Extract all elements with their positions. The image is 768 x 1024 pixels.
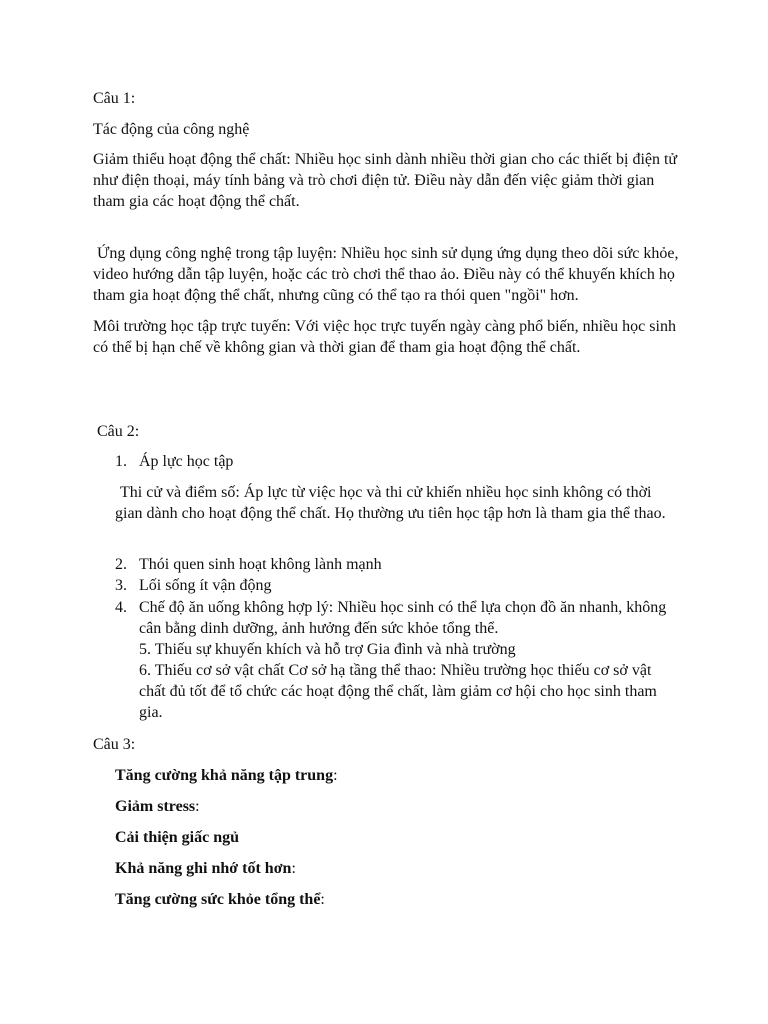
benefit-label: Khả năng ghi nhớ tốt hơn bbox=[115, 860, 292, 877]
benefit-label: Tăng cường khả năng tập trung bbox=[115, 767, 334, 784]
benefit-stress bbox=[115, 796, 675, 817]
benefit-suffix: : bbox=[333, 767, 338, 784]
question-1-subtitle: Tác động của công nghệ bbox=[93, 121, 250, 138]
benefit-label: Cải thiện giấc ngủ bbox=[115, 829, 240, 846]
benefit-memory bbox=[115, 858, 675, 879]
list-item-poor-diet: Chế độ ăn uống không hợp lý: Nhiều học sinh có thể lựa chọn đồ ăn nhanh, không cân bằng dinh dưỡng, ảnh hưởng đến sức khỏe tổng thể. bbox=[139, 599, 667, 637]
paragraph-tech-in-training: Ứng dụng công nghệ trong tập luyện: Nhiều học sinh sử dụng ứng dụng theo dõi sức khỏe, video hướng dẫn tập luyện, hoặc các trò chơi thể thao ảo. Điều này có thể khuyến khích họ tham gia hoạt động thể chất, nhưng cũng có thể tạo ra thói quen "ngồi" hơn. bbox=[93, 245, 683, 304]
benefit-sleep bbox=[115, 827, 675, 848]
list-number-4: 4. bbox=[115, 599, 127, 616]
benefit-concentration bbox=[115, 765, 675, 786]
benefit-suffix: : bbox=[291, 860, 296, 877]
list-number-1: 1. bbox=[115, 453, 127, 470]
benefit-label: Tăng cường sức khỏe tổng thể bbox=[115, 891, 321, 908]
benefit-label: Giảm stress bbox=[115, 798, 196, 815]
benefit-suffix: : bbox=[320, 891, 325, 908]
paragraph-exams-and-grades: Thi cử và điểm số: Áp lực từ việc học và thi cử khiến nhiều học sinh không có thời gian dành cho hoạt động thể chất. Họ thường ưu tiên học tập hơn là tham gia thể thao. bbox=[115, 484, 666, 522]
question-2-heading: Câu 2: bbox=[97, 423, 140, 440]
paragraph-physical-activity-reduction: Giảm thiểu hoạt động thể chất: Nhiều học sinh dành nhiều thời gian cho các thiết bị điện tử như điện thoại, máy tính bảng và trò chơi điện tử. Điều này dẫn đến việc giảm thời gian tham gia các hoạt động thể chất. bbox=[93, 151, 682, 210]
list-item-unhealthy-habits: Thói quen sinh hoạt không lành mạnh bbox=[139, 556, 382, 573]
list-item-academic-pressure: Áp lực học tập bbox=[139, 453, 234, 470]
question-1-heading: Câu 1: bbox=[93, 90, 136, 107]
list-item-sedentary-lifestyle: Lối sống ít vận động bbox=[139, 577, 272, 594]
list-item-lack-of-facilities: 6. Thiếu cơ sở vật chất Cơ sở hạ tầng thể thao: Nhiều trường học thiếu cơ sở vật chất đủ tốt để tổ chức các hoạt động thể chất, làm giảm cơ hội cho học sinh tham gia. bbox=[139, 662, 657, 721]
list-number-2: 2. bbox=[115, 556, 127, 573]
list-item-lack-of-encouragement: 5. Thiếu sự khuyến khích và hỗ trợ Gia đình và nhà trường bbox=[139, 641, 516, 658]
list-number-3: 3. bbox=[115, 577, 127, 594]
benefit-overall-health bbox=[115, 889, 675, 910]
benefit-suffix: : bbox=[195, 798, 200, 815]
paragraph-online-learning: Môi trường học tập trực tuyến: Với việc học trực tuyến ngày càng phổ biến, nhiều học sinh có thể bị hạn chế về không gian và thời gian để tham gia hoạt động thể chất. bbox=[93, 318, 676, 356]
question-3-heading: Câu 3: bbox=[93, 736, 136, 753]
